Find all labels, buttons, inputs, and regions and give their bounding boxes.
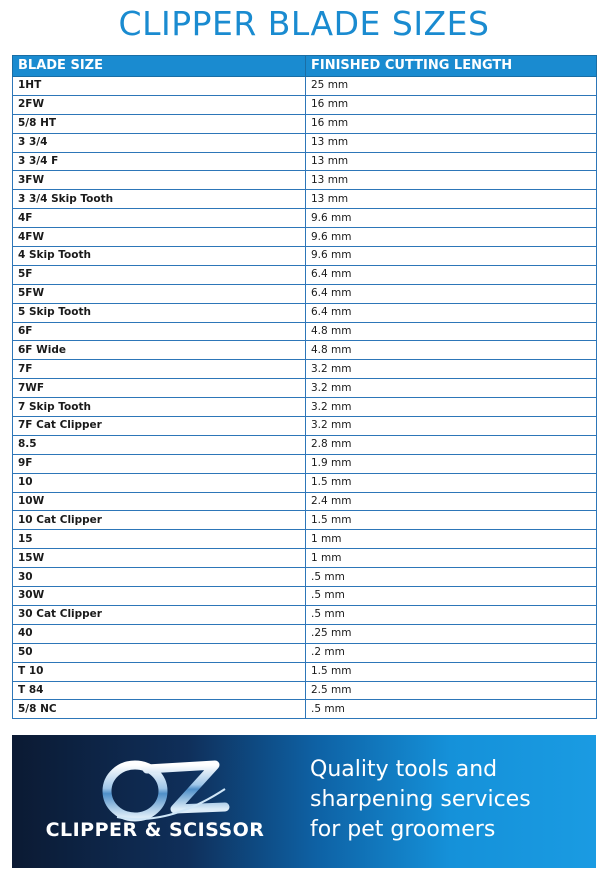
table-row bbox=[13, 398, 597, 417]
blade-size-cell: 5/8 NC bbox=[13, 700, 306, 719]
blade-size-cell: 1HT bbox=[13, 77, 306, 96]
blade-size-cell: 5 Skip Tooth bbox=[13, 303, 306, 322]
blade-size-cell: 7F Cat Clipper bbox=[13, 417, 306, 436]
tagline-line-2: sharpening services bbox=[310, 787, 531, 812]
table-header-row bbox=[13, 56, 597, 77]
table-row bbox=[13, 417, 597, 436]
cutting-length-cell: .25 mm bbox=[306, 624, 597, 643]
cutting-length-cell: 13 mm bbox=[306, 133, 597, 152]
blade-size-cell: T 84 bbox=[13, 681, 306, 700]
blade-size-cell: 6F Wide bbox=[13, 341, 306, 360]
blade-size-cell: 7 Skip Tooth bbox=[13, 398, 306, 417]
cutting-length-cell: 4.8 mm bbox=[306, 322, 597, 341]
blade-size-table bbox=[12, 55, 597, 719]
table-row bbox=[13, 700, 597, 719]
cutting-length-cell: 2.4 mm bbox=[306, 492, 597, 511]
cutting-length-cell: 2.5 mm bbox=[306, 681, 597, 700]
table-row bbox=[13, 681, 597, 700]
cutting-length-cell: 2.8 mm bbox=[306, 435, 597, 454]
table-row bbox=[13, 341, 597, 360]
table-row bbox=[13, 435, 597, 454]
table-row bbox=[13, 454, 597, 473]
table-row bbox=[13, 568, 597, 587]
table-row bbox=[13, 322, 597, 341]
blade-size-cell: 4 Skip Tooth bbox=[13, 247, 306, 266]
header-blade-size: BLADE SIZE bbox=[13, 56, 306, 77]
blade-size-cell: 4F bbox=[13, 209, 306, 228]
cutting-length-cell: 9.6 mm bbox=[306, 228, 597, 247]
blade-size-cell: 10W bbox=[13, 492, 306, 511]
table-row bbox=[13, 190, 597, 209]
blade-size-cell: 9F bbox=[13, 454, 306, 473]
cutting-length-cell: 4.8 mm bbox=[306, 341, 597, 360]
table-row bbox=[13, 379, 597, 398]
table-row bbox=[13, 492, 597, 511]
blade-size-cell: 5FW bbox=[13, 284, 306, 303]
table-row bbox=[13, 284, 597, 303]
table-row bbox=[13, 473, 597, 492]
table-row bbox=[13, 77, 597, 96]
cutting-length-cell: 3.2 mm bbox=[306, 379, 597, 398]
tagline-line-1: Quality tools and bbox=[310, 757, 498, 782]
cutting-length-cell: 6.4 mm bbox=[306, 284, 597, 303]
table-row bbox=[13, 303, 597, 322]
table-row bbox=[13, 95, 597, 114]
cutting-length-cell: 6.4 mm bbox=[306, 303, 597, 322]
blade-size-cell: 8.5 bbox=[13, 435, 306, 454]
table-row bbox=[13, 662, 597, 681]
cutting-length-cell: 13 mm bbox=[306, 171, 597, 190]
blade-size-cell: T 10 bbox=[13, 662, 306, 681]
cutting-length-cell: 1.5 mm bbox=[306, 662, 597, 681]
cutting-length-cell: 9.6 mm bbox=[306, 247, 597, 266]
blade-size-cell: 5F bbox=[13, 265, 306, 284]
table-row bbox=[13, 247, 597, 266]
oz-logo-icon bbox=[97, 747, 237, 827]
brand-banner bbox=[12, 735, 596, 868]
cutting-length-cell: 16 mm bbox=[306, 114, 597, 133]
cutting-length-cell: 16 mm bbox=[306, 95, 597, 114]
blade-size-cell: 4FW bbox=[13, 228, 306, 247]
table-row bbox=[13, 228, 597, 247]
blade-size-cell: 10 bbox=[13, 473, 306, 492]
blade-size-cell: 15W bbox=[13, 549, 306, 568]
cutting-length-cell: 3.2 mm bbox=[306, 417, 597, 436]
cutting-length-cell: 13 mm bbox=[306, 152, 597, 171]
cutting-length-cell: 1.5 mm bbox=[306, 473, 597, 492]
blade-size-cell: 10 Cat Clipper bbox=[13, 511, 306, 530]
cutting-length-cell: 13 mm bbox=[306, 190, 597, 209]
table-row bbox=[13, 530, 597, 549]
table-row bbox=[13, 265, 597, 284]
page-title: CLIPPER BLADE SIZES bbox=[118, 4, 490, 43]
cutting-length-cell: .5 mm bbox=[306, 700, 597, 719]
blade-size-cell: 7F bbox=[13, 360, 306, 379]
table-row bbox=[13, 171, 597, 190]
blade-size-cell: 6F bbox=[13, 322, 306, 341]
cutting-length-cell: 3.2 mm bbox=[306, 398, 597, 417]
table-row bbox=[13, 605, 597, 624]
tagline-line-3: for pet groomers bbox=[310, 817, 496, 842]
cutting-length-cell: 1.9 mm bbox=[306, 454, 597, 473]
table-row bbox=[13, 549, 597, 568]
cutting-length-cell: 1 mm bbox=[306, 530, 597, 549]
table-body bbox=[13, 77, 597, 719]
cutting-length-cell: .5 mm bbox=[306, 568, 597, 587]
blade-size-cell: 7WF bbox=[13, 379, 306, 398]
blade-size-cell: 3FW bbox=[13, 171, 306, 190]
blade-size-cell: 3 3/4 bbox=[13, 133, 306, 152]
table-row bbox=[13, 360, 597, 379]
cutting-length-cell: 1.5 mm bbox=[306, 511, 597, 530]
blade-size-cell: 3 3/4 F bbox=[13, 152, 306, 171]
cutting-length-cell: 3.2 mm bbox=[306, 360, 597, 379]
table-row bbox=[13, 133, 597, 152]
cutting-length-cell: .5 mm bbox=[306, 587, 597, 606]
table-row bbox=[13, 209, 597, 228]
cutting-length-cell: 1 mm bbox=[306, 549, 597, 568]
cutting-length-cell: .5 mm bbox=[306, 605, 597, 624]
table-row bbox=[13, 624, 597, 643]
table-row bbox=[13, 643, 597, 662]
blade-size-cell: 30 bbox=[13, 568, 306, 587]
banner-tagline bbox=[310, 755, 590, 845]
blade-size-cell: 50 bbox=[13, 643, 306, 662]
logo-wordmark: CLIPPER & SCISSOR bbox=[45, 819, 265, 841]
blade-size-cell: 3 3/4 Skip Tooth bbox=[13, 190, 306, 209]
cutting-length-cell: 9.6 mm bbox=[306, 209, 597, 228]
table-row bbox=[13, 511, 597, 530]
cutting-length-cell: .2 mm bbox=[306, 643, 597, 662]
table-row bbox=[13, 114, 597, 133]
blade-size-cell: 15 bbox=[13, 530, 306, 549]
table-row bbox=[13, 152, 597, 171]
blade-size-cell: 40 bbox=[13, 624, 306, 643]
table-row bbox=[13, 587, 597, 606]
blade-size-cell: 30W bbox=[13, 587, 306, 606]
blade-size-cell: 2FW bbox=[13, 95, 306, 114]
header-cutting-length: FINISHED CUTTING LENGTH bbox=[306, 56, 597, 77]
blade-size-cell: 30 Cat Clipper bbox=[13, 605, 306, 624]
blade-size-cell: 5/8 HT bbox=[13, 114, 306, 133]
cutting-length-cell: 25 mm bbox=[306, 77, 597, 96]
cutting-length-cell: 6.4 mm bbox=[306, 265, 597, 284]
